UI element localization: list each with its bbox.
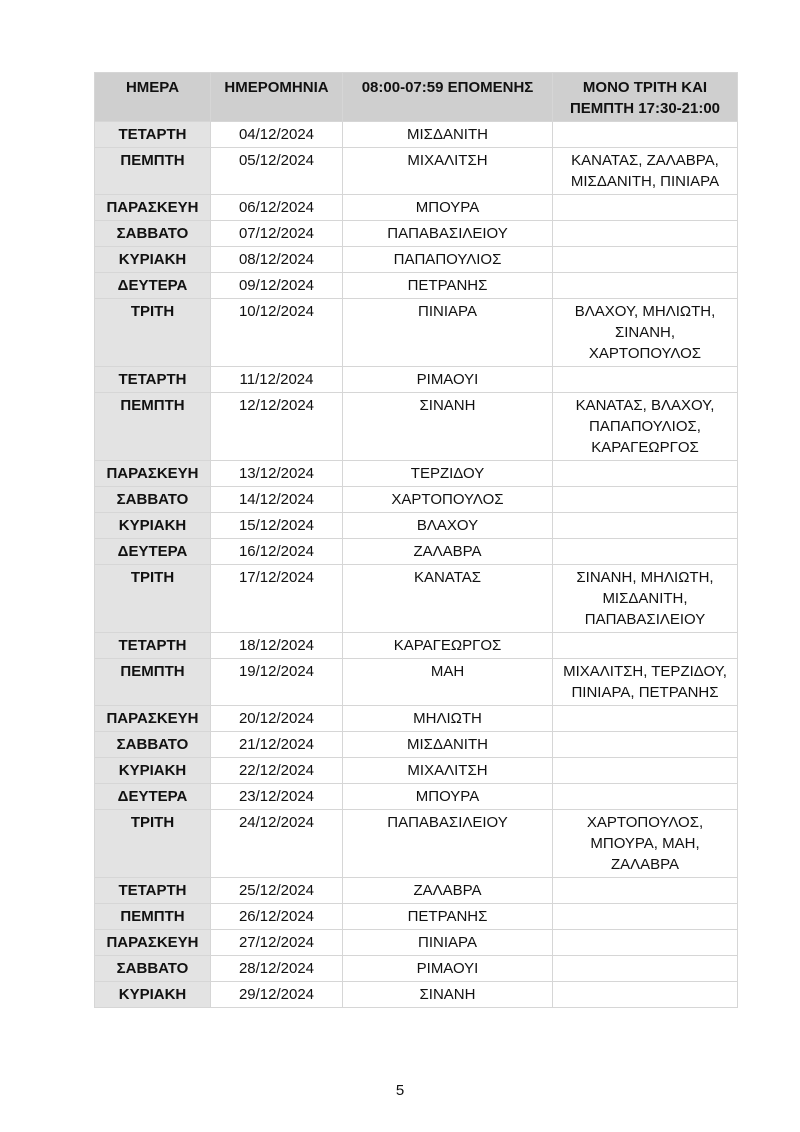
table-row (95, 758, 738, 784)
extra-shift-cell (553, 784, 738, 810)
table-row (95, 513, 738, 539)
table-row (95, 810, 738, 878)
date-cell: 24/12/2024 (211, 810, 343, 878)
extra-shift-cell (553, 904, 738, 930)
duty-person-cell: ΠΙΝΙΑΡΑ (343, 930, 553, 956)
date-cell: 12/12/2024 (211, 393, 343, 461)
day-cell: ΚΥΡΙΑΚΗ (95, 247, 211, 273)
extra-shift-cell (553, 273, 738, 299)
table-row (95, 732, 738, 758)
duty-person-cell: ΤΕΡΖΙΔΟΥ (343, 461, 553, 487)
duty-person-cell: ΣΙΝΑΝΗ (343, 393, 553, 461)
day-cell: ΤΕΤΑΡΤΗ (95, 122, 211, 148)
table-row (95, 659, 738, 706)
duty-person-cell: ΖΑΛΑΒΡΑ (343, 878, 553, 904)
table-row (95, 148, 738, 195)
day-cell: ΣΑΒΒΑΤΟ (95, 221, 211, 247)
day-cell: ΚΥΡΙΑΚΗ (95, 758, 211, 784)
extra-shift-cell (553, 758, 738, 784)
table-row (95, 982, 738, 1008)
duty-person-cell: ΠΑΠΑΒΑΣΙΛΕΙΟΥ (343, 810, 553, 878)
day-cell: ΠΑΡΑΣΚΕΥΗ (95, 461, 211, 487)
date-cell: 19/12/2024 (211, 659, 343, 706)
date-cell: 29/12/2024 (211, 982, 343, 1008)
day-cell: ΣΑΒΒΑΤΟ (95, 956, 211, 982)
extra-shift-cell (553, 706, 738, 732)
table-row (95, 367, 738, 393)
header-duty-hours: 08:00-07:59 ΕΠΟΜΕΝΗΣ (343, 73, 553, 122)
duty-person-cell: ΚΑΝΑΤΑΣ (343, 565, 553, 633)
day-cell: ΤΡΙΤΗ (95, 565, 211, 633)
date-cell: 14/12/2024 (211, 487, 343, 513)
duty-person-cell: ΡΙΜΑΟΥΙ (343, 367, 553, 393)
duty-person-cell: ΠΕΤΡΑΝΗΣ (343, 904, 553, 930)
duty-person-cell: ΚΑΡΑΓΕΩΡΓΟΣ (343, 633, 553, 659)
day-cell: ΠΕΜΠΤΗ (95, 659, 211, 706)
duty-person-cell: ΜΙΣΔΑΝΙΤΗ (343, 732, 553, 758)
duty-person-cell: ΧΑΡΤΟΠΟΥΛΟΣ (343, 487, 553, 513)
date-cell: 28/12/2024 (211, 956, 343, 982)
duty-person-cell: ΡΙΜΑΟΥΙ (343, 956, 553, 982)
table-row (95, 487, 738, 513)
extra-shift-cell (553, 930, 738, 956)
duty-person-cell: ΜΙΧΑΛΙΤΣΗ (343, 148, 553, 195)
extra-shift-cell: ΚΑΝΑΤΑΣ, ΖΑΛΑΒΡΑ, ΜΙΣΔΑΝΙΤΗ, ΠΙΝΙΑΡΑ (553, 148, 738, 195)
table-row (95, 247, 738, 273)
extra-shift-cell: ΒΛΑΧΟΥ, ΜΗΛΙΩΤΗ, ΣΙΝΑΝΗ, ΧΑΡΤΟΠΟΥΛΟΣ (553, 299, 738, 367)
table-row (95, 565, 738, 633)
duty-person-cell: ΠΑΠΑΠΟΥΛΙΟΣ (343, 247, 553, 273)
table-row (95, 195, 738, 221)
header-date: ΗΜΕΡΟΜΗΝΙΑ (211, 73, 343, 122)
duty-person-cell: ΜΙΧΑΛΙΤΣΗ (343, 758, 553, 784)
extra-shift-cell (553, 367, 738, 393)
day-cell: ΤΕΤΑΡΤΗ (95, 633, 211, 659)
extra-shift-cell (553, 513, 738, 539)
extra-shift-cell (553, 878, 738, 904)
date-cell: 06/12/2024 (211, 195, 343, 221)
extra-shift-cell (553, 982, 738, 1008)
extra-shift-cell (553, 633, 738, 659)
table-row (95, 784, 738, 810)
date-cell: 26/12/2024 (211, 904, 343, 930)
extra-shift-cell: ΧΑΡΤΟΠΟΥΛΟΣ, ΜΠΟΥΡΑ, ΜΑΗ, ΖΑΛΑΒΡΑ (553, 810, 738, 878)
day-cell: ΣΑΒΒΑΤΟ (95, 732, 211, 758)
day-cell: ΠΑΡΑΣΚΕΥΗ (95, 195, 211, 221)
table-row (95, 956, 738, 982)
duty-person-cell: ΠΕΤΡΑΝΗΣ (343, 273, 553, 299)
table-row (95, 122, 738, 148)
day-cell: ΠΕΜΠΤΗ (95, 148, 211, 195)
table-row (95, 299, 738, 367)
extra-shift-cell (553, 122, 738, 148)
date-cell: 08/12/2024 (211, 247, 343, 273)
date-cell: 10/12/2024 (211, 299, 343, 367)
table-row (95, 930, 738, 956)
extra-shift-cell (553, 732, 738, 758)
table-header (95, 73, 738, 122)
day-cell: ΔΕΥΤΕΡΑ (95, 539, 211, 565)
duty-person-cell: ΜΗΛΙΩΤΗ (343, 706, 553, 732)
duty-person-cell: ΒΛΑΧΟΥ (343, 513, 553, 539)
duty-person-cell: ΠΙΝΙΑΡΑ (343, 299, 553, 367)
day-cell: ΠΕΜΠΤΗ (95, 393, 211, 461)
date-cell: 20/12/2024 (211, 706, 343, 732)
table-row (95, 539, 738, 565)
table-row (95, 461, 738, 487)
duty-person-cell: ΜΙΣΔΑΝΙΤΗ (343, 122, 553, 148)
duty-person-cell: ΠΑΠΑΒΑΣΙΛΕΙΟΥ (343, 221, 553, 247)
date-cell: 17/12/2024 (211, 565, 343, 633)
duty-person-cell: ΣΙΝΑΝΗ (343, 982, 553, 1008)
extra-shift-cell: ΣΙΝΑΝΗ, ΜΗΛΙΩΤΗ, ΜΙΣΔΑΝΙΤΗ, ΠΑΠΑΒΑΣΙΛΕΙΟΥ (553, 565, 738, 633)
extra-shift-cell: ΜΙΧΑΛΙΤΣΗ, ΤΕΡΖΙΔΟΥ, ΠΙΝΙΑΡΑ, ΠΕΤΡΑΝΗΣ (553, 659, 738, 706)
header-day: ΗΜΕΡΑ (95, 73, 211, 122)
day-cell: ΠΑΡΑΣΚΕΥΗ (95, 706, 211, 732)
day-cell: ΣΑΒΒΑΤΟ (95, 487, 211, 513)
extra-shift-cell: ΚΑΝΑΤΑΣ, ΒΛΑΧΟΥ, ΠΑΠΑΠΟΥΛΙΟΣ, ΚΑΡΑΓΕΩΡΓΟΣ (553, 393, 738, 461)
day-cell: ΠΕΜΠΤΗ (95, 904, 211, 930)
extra-shift-cell (553, 487, 738, 513)
duty-schedule-table (94, 72, 738, 1008)
header-extra-shift: ΜΟΝΟ ΤΡΙΤΗ ΚΑΙ ΠΕΜΠΤΗ 17:30-21:00 (553, 73, 738, 122)
date-cell: 21/12/2024 (211, 732, 343, 758)
day-cell: ΔΕΥΤΕΡΑ (95, 273, 211, 299)
table-row (95, 878, 738, 904)
date-cell: 15/12/2024 (211, 513, 343, 539)
day-cell: ΔΕΥΤΕΡΑ (95, 784, 211, 810)
date-cell: 27/12/2024 (211, 930, 343, 956)
date-cell: 23/12/2024 (211, 784, 343, 810)
day-cell: ΤΕΤΑΡΤΗ (95, 367, 211, 393)
day-cell: ΤΡΙΤΗ (95, 810, 211, 878)
extra-shift-cell (553, 195, 738, 221)
date-cell: 04/12/2024 (211, 122, 343, 148)
duty-person-cell: ΜΠΟΥΡΑ (343, 195, 553, 221)
day-cell: ΚΥΡΙΑΚΗ (95, 513, 211, 539)
duty-person-cell: ΜΑΗ (343, 659, 553, 706)
duty-person-cell: ΖΑΛΑΒΡΑ (343, 539, 553, 565)
extra-shift-cell (553, 539, 738, 565)
extra-shift-cell (553, 956, 738, 982)
table-row (95, 633, 738, 659)
table-row (95, 904, 738, 930)
day-cell: ΚΥΡΙΑΚΗ (95, 982, 211, 1008)
date-cell: 07/12/2024 (211, 221, 343, 247)
duty-person-cell: ΜΠΟΥΡΑ (343, 784, 553, 810)
date-cell: 09/12/2024 (211, 273, 343, 299)
day-cell: ΤΡΙΤΗ (95, 299, 211, 367)
date-cell: 25/12/2024 (211, 878, 343, 904)
table-row (95, 273, 738, 299)
table-row (95, 221, 738, 247)
table-body (95, 122, 738, 1008)
date-cell: 05/12/2024 (211, 148, 343, 195)
page-number: 5 (395, 1082, 405, 1099)
extra-shift-cell (553, 461, 738, 487)
table-row (95, 706, 738, 732)
date-cell: 18/12/2024 (211, 633, 343, 659)
table-row (95, 393, 738, 461)
date-cell: 16/12/2024 (211, 539, 343, 565)
date-cell: 22/12/2024 (211, 758, 343, 784)
date-cell: 13/12/2024 (211, 461, 343, 487)
extra-shift-cell (553, 221, 738, 247)
day-cell: ΠΑΡΑΣΚΕΥΗ (95, 930, 211, 956)
date-cell: 11/12/2024 (211, 367, 343, 393)
day-cell: ΤΕΤΑΡΤΗ (95, 878, 211, 904)
header-row (95, 73, 738, 122)
extra-shift-cell (553, 247, 738, 273)
